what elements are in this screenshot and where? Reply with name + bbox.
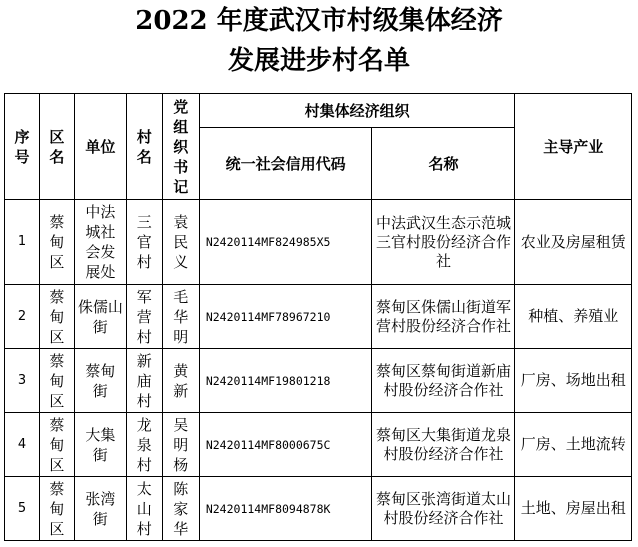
header-secretary: 党组织书记 [162,94,199,200]
cell-code: N2420114MF824985X5 [199,200,372,285]
cell-secretary: 陈家华 [162,477,199,541]
cell-unit: 侏儒山街 [74,285,126,349]
cell-village: 三官村 [126,200,162,285]
header-village: 村名 [126,94,162,200]
header-industry: 主导产业 [515,94,632,200]
cell-code: N2420114MF19801218 [199,349,372,413]
cell-industry: 农业及房屋租赁 [515,200,632,285]
cell-district: 蔡甸区 [39,413,74,477]
table-row [5,200,632,285]
cell-unit: 中法城社会发展处 [74,200,126,285]
cell-village: 太山村 [126,477,162,541]
cell-secretary: 吴明杨 [162,413,199,477]
table-row [5,413,632,477]
cell-village: 龙泉村 [126,413,162,477]
cell-secretary: 袁民义 [162,200,199,285]
header-name: 名称 [372,128,515,200]
cell-seq: 2 [5,285,40,349]
cell-seq: 4 [5,413,40,477]
cell-code: N2420114MF8094878K [199,477,372,541]
cell-village: 新庙村 [126,349,162,413]
cell-name: 蔡甸区侏儒山街道军营村股份经济合作社 [372,285,515,349]
header-seq: 序号 [5,94,40,200]
village-list-table [4,93,632,541]
cell-industry: 种植、养殖业 [515,285,632,349]
cell-seq: 1 [5,200,40,285]
table-row [5,349,632,413]
header-org-group: 村集体经济组织 [199,94,515,128]
cell-village: 军营村 [126,285,162,349]
cell-unit: 蔡甸街 [74,349,126,413]
cell-industry: 厂房、场地出租 [515,349,632,413]
cell-unit: 大集街 [74,413,126,477]
cell-seq: 3 [5,349,40,413]
header-code: 统一社会信用代码 [199,128,372,200]
cell-name: 蔡甸区张湾街道太山村股份经济合作社 [372,477,515,541]
header-district: 区名 [39,94,74,200]
cell-code: N2420114MF8000675C [199,413,372,477]
cell-name: 蔡甸区大集街道龙泉村股份经济合作社 [372,413,515,477]
cell-unit: 张湾街 [74,477,126,541]
cell-name: 蔡甸区蔡甸街道新庙村股份经济合作社 [372,349,515,413]
document-title-line-1: 2022 年度武汉市村级集体经济 [135,6,503,36]
cell-district: 蔡甸区 [39,200,74,285]
cell-district: 蔡甸区 [39,285,74,349]
header-unit: 单位 [74,94,126,200]
cell-industry: 土地、房屋出租 [515,477,632,541]
table-row [5,477,632,541]
cell-district: 蔡甸区 [39,477,74,541]
cell-district: 蔡甸区 [39,349,74,413]
cell-secretary: 黄新 [162,349,199,413]
document-title-line-2: 发展进步村名单 [227,46,410,76]
cell-industry: 厂房、土地流转 [515,413,632,477]
cell-secretary: 毛华明 [162,285,199,349]
cell-seq: 5 [5,477,40,541]
table-row [5,285,632,349]
cell-code: N2420114MF78967210 [199,285,372,349]
cell-name: 中法武汉生态示范城三官村股份经济合作社 [372,200,515,285]
